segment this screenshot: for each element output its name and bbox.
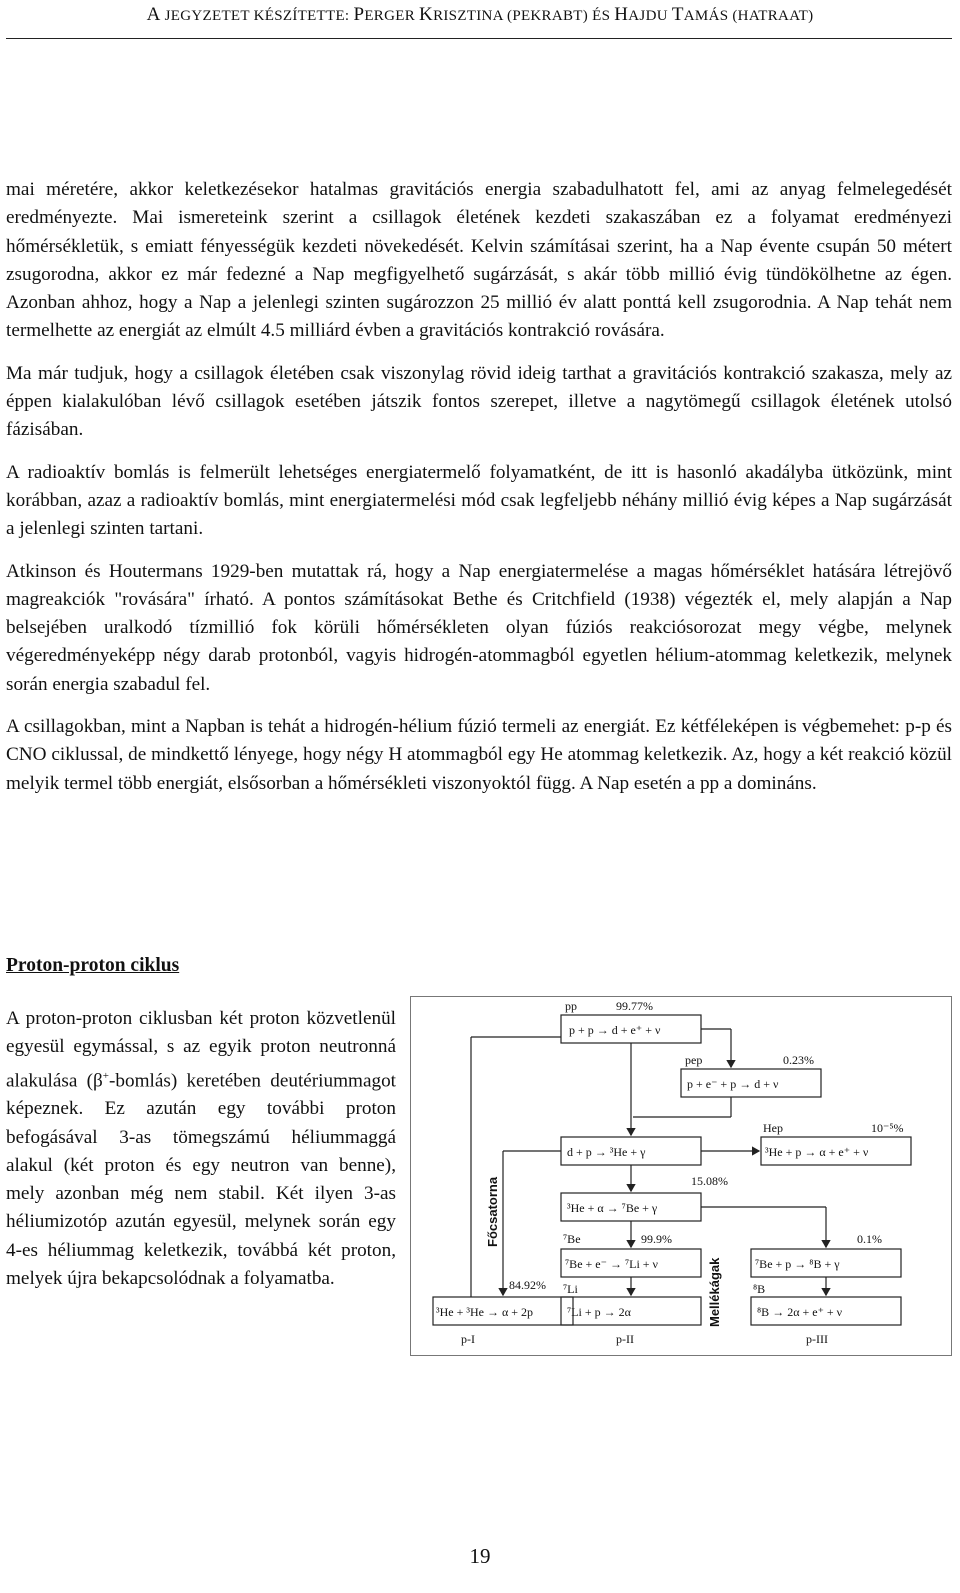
page-number: 19: [469, 1544, 491, 1568]
p2-label: p-II: [616, 1332, 634, 1346]
he-alpha-equation: ³He + α → ⁷Be + γ: [567, 1201, 658, 1215]
p3-label: p-III: [806, 1332, 828, 1346]
pp-equation: p + p → d + e⁺ + ν: [569, 1023, 661, 1037]
pp-percent: 99.77%: [616, 999, 653, 1013]
be7-label: ⁷Be: [563, 1232, 581, 1246]
hep-percent: 10⁻⁵%: [871, 1121, 904, 1135]
paragraph: A radioaktív bomlás is felmerült lehetséges energiatermelő folyamatként, de itt is hasonló akadályba ütközünk, mint korábban, azaz a radioaktív bomlás, mint energiatermelési mód csak legfeljebb néhány millió évig képes a Nap sugárzását a jelenlegi szinten tartani.: [6, 461, 952, 540]
b-equation: ⁸B → 2α + e⁺ + ν: [757, 1305, 843, 1319]
b8-label: ⁸B: [753, 1282, 766, 1296]
percent-01: 0.1%: [857, 1232, 882, 1246]
d-p-equation: d + p → ³He + γ: [567, 1145, 646, 1159]
pep-label: pep: [685, 1053, 703, 1067]
pp-label: pp: [565, 999, 577, 1013]
section-heading: Proton-proton ciklus: [6, 955, 180, 976]
paragraph: mai méretére, akkor keletkezésekor hatalmas gravitációs energia szabadulhatott fel, ami az anyag felmelegedését eredményezte. Mai ismereteink szerint a csillagok életének kezdeti szakaszában ez a folyamat eredményezi hőmérsékletük, s emiatt fényességük kezdeti növekedését. Kelvin számításai szerint, ha a Nap évente csupán 50 métert zsugorodna, akkor ez már fedezné a Nap megfigyelhető sugárzását, s akár több millió évig tündökölhetne az égen. Azonban ahhoz, hogy a Nap a jelenlegi szinten sugározzon 25 millió év alatt ponttá kell zsugorodnia. A Nap tehát nem termelhette az energiát az elmúlt 4.5 milliárd évben a gravitációs kontrakció rovására.: [6, 179, 952, 342]
side-chains-label: Mellékágak: [707, 1257, 722, 1327]
paragraph: Ma már tudjuk, hogy a csillagok életében csak viszonylag rövid ideig tarthat a gravitációs kontrakció szakasza, mely az éppen kialakulóban lévő csillagok esetében játszik fontos szerepet, illetve a nagytömegű csillagok életének utolsó fázisában.: [6, 362, 952, 441]
percent-15: 15.08%: [691, 1174, 728, 1188]
p1-label: p-I: [461, 1332, 475, 1346]
hep-equation: ³He + p → α + e⁺ + ν: [765, 1145, 869, 1159]
side-paragraph: A proton-proton ciklusban két proton közvetlenül egyesül egymással, s az egyik proton neutronná alakulása (β+-bomlás) keretében deutériummagot képeznek. Ez azután egy további proton befogásával 3-as tömegszámú héliummaggá alakul (két proton és egy neutron van benne), mely azonban még nem stabil. Két ilyen 3-as héliumizotóp azután egyesül, melynek során egy 4-es héliummag keletkezik, továbbá két proton, melyek újra bekapcsolódnak a folyamatba.: [6, 1008, 396, 1290]
pep-equation: p + e⁻ + p → d + ν: [687, 1077, 779, 1091]
li-p-equation: ⁷Li + p → 2α: [567, 1305, 631, 1319]
li7-label: ⁷Li: [563, 1282, 578, 1296]
header-rule: [6, 38, 952, 39]
pep-percent: 0.23%: [783, 1053, 814, 1067]
be-p-equation: ⁷Be + p → ⁸B + γ: [755, 1257, 840, 1271]
pp-chain-diagram: [410, 996, 952, 1356]
be-e-equation: ⁷Be + e⁻ → ⁷Li + ν: [565, 1257, 658, 1271]
paragraph: Atkinson és Houtermans 1929-ben mutattak rá, hogy a Nap energiatermelése a magas hőmérséklet hatására létrejövő magreakciók "rovására" írható. A pontos számításokat Bethe és Critchfield (1938) végezték el, mely alapján a Nap belsejében uralkodó tízmillió fok körüli hőmérsékleten olyan fúziós reakciósorozat megy végbe, melynek végeredményeképp négy darab protonból, vagyis hidrogén-atommagból egyetlen hélium-atommag keletkezik, melynek során energia szabadul fel.: [6, 560, 952, 695]
hep-label: Hep: [763, 1121, 783, 1135]
percent-999: 99.9%: [641, 1232, 672, 1246]
running-header: A JEGYZETET KÉSZÍTETTE: PERGER KRISZTINA (PEKRABT) ÉS HAJDU TAMÁS (HATRAAT): [146, 4, 814, 25]
percent-8492: 84.92%: [509, 1278, 546, 1292]
he-he-equation: ³He + ³He → α + 2p: [436, 1305, 534, 1319]
body-text: [6, 176, 952, 812]
paragraph: A csillagokban, mint a Napban is tehát a hidrogén-hélium fúzió termeli az energiát. Ez kétféleképen is végbemehet: p-p és CNO ciklussal, de mindkettő lényege, hogy négy H atommagból egy He atommag keletkezik. Az, hogy a két reakció közül melyik termel több energiát, elsősorban a hőmérsékleti viszonyoktól függ. A Nap esetén a pp a domináns.: [6, 716, 952, 794]
main-chain-label: Főcsatorna: [485, 1176, 500, 1247]
